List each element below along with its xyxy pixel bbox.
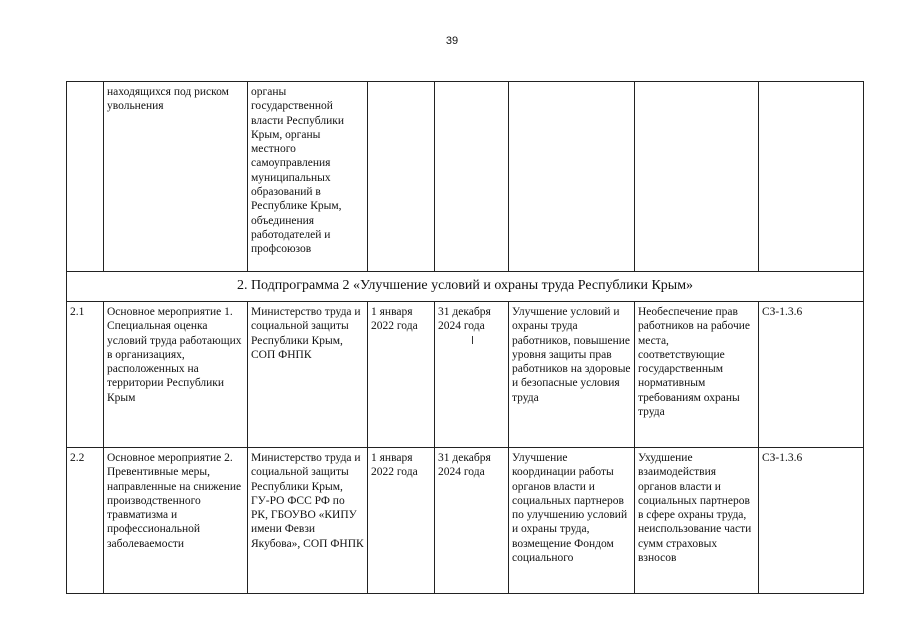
cell-activity: Основное мероприятие 1. Специальная оценка условий труда работающих в организациях, расположенных на территории Республики Крым xyxy=(104,302,248,448)
cell-indicator xyxy=(759,82,864,272)
cell-executor: Министерство труда и социальной защиты Республики Крым, ГУ-РО ФСС РФ по РК, ГБОУВО «КИПУ имени Февзи Якубова», СОП ФНПК xyxy=(248,448,368,594)
cell-executor: органы государственной власти Республики Крым, органы местного самоуправления муниципальных образований в Республике Крым, объединения работодателей и профсоюзов xyxy=(248,82,368,272)
cell-consequences: Необеспечение прав работников на рабочие места, соответствующие государственным нормативным требованиям охраны труда xyxy=(635,302,759,448)
cell-number: 2.1 xyxy=(67,302,104,448)
table-row xyxy=(67,302,864,448)
pen-mark xyxy=(472,336,473,344)
cell-indicator: СЗ-1.3.6 xyxy=(759,448,864,594)
cell-expected-result xyxy=(509,82,635,272)
table-row-continuation xyxy=(67,82,864,272)
table-row-subprogram-heading xyxy=(67,272,864,302)
cell-number xyxy=(67,82,104,272)
cell-end-date xyxy=(435,82,509,272)
cell-activity: Основное мероприятие 2. Превентивные меры, направленные на снижение производственного травматизма и профессиональной заболеваемости xyxy=(104,448,248,594)
cell-number: 2.2 xyxy=(67,448,104,594)
cell-start-date: 1 января 2022 года xyxy=(368,448,435,594)
program-table xyxy=(66,81,864,594)
page-number: 39 xyxy=(445,35,459,47)
cell-activity: находящихся под риском увольнения xyxy=(104,82,248,272)
cell-expected-result: Улучшение координации работы органов власти и социальных партнеров по улучшению условий и охраны труда, возмещение Фондом социального xyxy=(509,448,635,594)
cell-consequences xyxy=(635,82,759,272)
cell-indicator: СЗ-1.3.6 xyxy=(759,302,864,448)
cell-end-date: 31 декабря 2024 года xyxy=(435,448,509,594)
cell-expected-result: Улучшение условий и охраны труда работников, повышение уровня защиты прав работников на здоровые и безопасные условия труда xyxy=(509,302,635,448)
end-date-text: 31 декабря 2024 года xyxy=(438,306,491,333)
table-row xyxy=(67,448,864,594)
cell-end-date xyxy=(435,302,509,448)
subprogram-heading: 2. Подпрограмма 2 «Улучшение условий и охраны труда Республики Крым» xyxy=(67,272,864,302)
cell-start-date xyxy=(368,82,435,272)
cell-executor: Министерство труда и социальной защиты Республики Крым, СОП ФНПК xyxy=(248,302,368,448)
cell-start-date: 1 января 2022 года xyxy=(368,302,435,448)
cell-consequences: Ухудшение взаимодействия органов власти и социальных партнеров в сфере охраны труда, неиспользование части сумм страховых взносов xyxy=(635,448,759,594)
